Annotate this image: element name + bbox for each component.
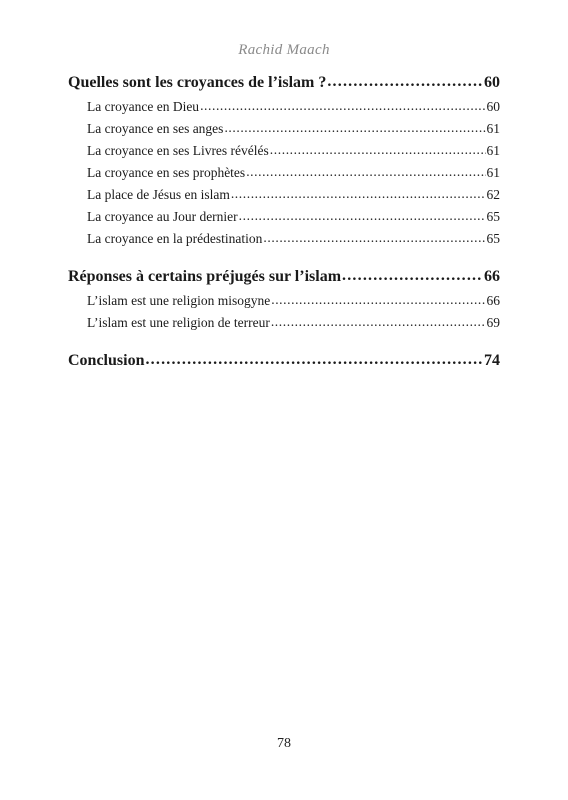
toc-subsection-title: La croyance en ses prophètes [87, 165, 246, 180]
toc-subsection-entry [68, 228, 500, 250]
toc-page-number: 65 [486, 209, 500, 224]
toc-chapter-title: Réponses à certains préjugés sur l’islam [68, 268, 342, 285]
toc-subsection-title: La place de Jésus en islam [87, 187, 230, 202]
dot-leader [271, 311, 486, 333]
toc-page-number: 61 [486, 165, 500, 180]
toc-subsection-title: L’islam est une religion misogyne [87, 293, 271, 308]
dot-leader [342, 263, 483, 289]
toc-page-number: 66 [486, 293, 500, 308]
toc-page-number: 60 [486, 99, 500, 114]
toc-page-number: 62 [486, 187, 500, 202]
toc-page-number: 66 [484, 268, 500, 285]
toc-subsection-title: La croyance au Jour dernier [87, 209, 238, 224]
toc-subsection-entry [68, 206, 500, 228]
dot-leader [327, 69, 483, 95]
toc-subsection-title: La croyance en la prédestination [87, 231, 263, 246]
dot-leader [270, 139, 486, 161]
toc-section [68, 70, 500, 250]
dot-leader [263, 227, 485, 249]
toc-subsection-title: La croyance en ses anges [87, 121, 224, 136]
toc-section [68, 264, 500, 334]
toc-page-number: 61 [486, 121, 500, 136]
table-of-contents [68, 70, 500, 374]
toc-subsection-entry [68, 140, 500, 162]
toc-subsection-entry [68, 118, 500, 140]
toc-subsection-entry [68, 96, 500, 118]
toc-section [68, 348, 500, 374]
toc-page-number: 69 [486, 315, 500, 330]
dot-leader [271, 289, 485, 311]
toc-subsection-title: L’islam est une religion de terreur [87, 315, 270, 330]
dot-leader [224, 117, 485, 139]
toc-chapter-entry [68, 264, 500, 290]
page-number: 78 [277, 736, 291, 751]
toc-subsection-entry [68, 312, 500, 334]
toc-chapter-entry [68, 70, 500, 96]
dot-leader [200, 95, 485, 117]
toc-subsection-title: La croyance en Dieu [87, 99, 200, 114]
running-header: Rachid Maach [238, 42, 330, 58]
toc-subsection-entry [68, 184, 500, 206]
dot-leader [231, 183, 486, 205]
dot-leader [145, 347, 483, 373]
dot-leader [246, 161, 485, 183]
dot-leader [239, 205, 486, 227]
toc-chapter-title: Conclusion [68, 352, 145, 369]
toc-page-number: 65 [486, 231, 500, 246]
toc-page-number: 74 [484, 352, 500, 369]
toc-subsection-entry [68, 290, 500, 312]
toc-page-number: 61 [486, 143, 500, 158]
toc-subsection-title: La croyance en ses Livres révélés [87, 143, 269, 158]
toc-page-number: 60 [484, 74, 500, 91]
toc-chapter-entry [68, 348, 500, 374]
toc-subsection-entry [68, 162, 500, 184]
toc-chapter-title: Quelles sont les croyances de l’islam ? [68, 74, 327, 91]
